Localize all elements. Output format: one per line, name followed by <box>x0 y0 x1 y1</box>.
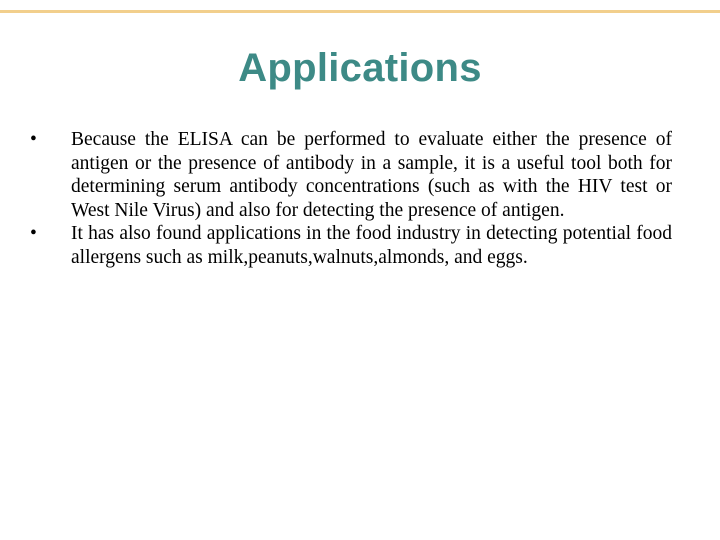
top-divider-line <box>0 10 720 13</box>
bullet-list <box>30 128 672 269</box>
bullet-text: It has also found applications in the food industry in detecting potential food allergens such as milk,peanuts,walnuts,almonds, and eggs. <box>71 223 672 268</box>
bullet-text: Because the ELISA can be performed to evaluate either the presence of antigen or the presence of antibody in a sample, it is a useful tool both for determining serum antibody concentrations (such as with the HIV test or West Nile Virus) and also for detecting the presence of antigen. <box>71 129 672 221</box>
bullet-item <box>30 222 672 269</box>
bullet-icon: • <box>30 129 37 150</box>
slide-title: Applications <box>238 46 482 90</box>
bullet-item <box>30 128 672 222</box>
bullet-icon: • <box>30 223 37 244</box>
